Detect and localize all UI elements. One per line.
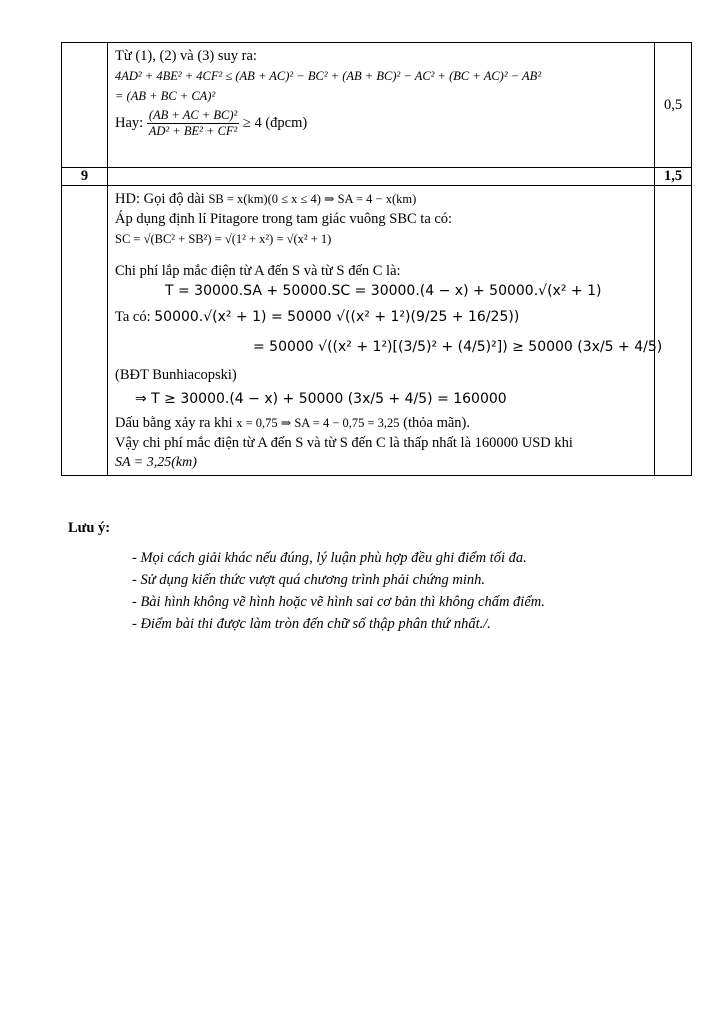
grading-table: [61, 42, 692, 476]
solution-cell-q9: [108, 186, 663, 476]
taco-label: Ta có:: [115, 309, 151, 325]
taco-line: [115, 307, 648, 327]
solution-cell-previous: [108, 43, 655, 168]
question-number: 9: [62, 168, 108, 186]
conclusion-line: [115, 108, 648, 139]
equality-suffix: (thỏa mãn).: [403, 415, 471, 431]
equality-prefix: Dấu bằng xảy ra khi: [115, 415, 233, 431]
note-title: Lưu ý:: [68, 520, 111, 536]
equality-line: [115, 413, 648, 433]
fraction-denominator: AD² + BE² + CF²: [148, 124, 238, 138]
number-cell-empty-2: [62, 186, 108, 476]
score-cell-previous: [655, 43, 692, 168]
bdt-text: (BĐT Bunhiacopski): [115, 367, 237, 383]
empty-header-cell: [108, 168, 655, 186]
hint-line: [115, 189, 648, 209]
intro-text: Từ (1), (2) và (3) suy ra:: [115, 48, 257, 64]
cost-formula: T = 30000.SA + 50000.SC = 30000.(4 − x) + 50000.√(x² + 1): [165, 283, 602, 299]
score-previous: 0,5: [663, 96, 683, 113]
pythagore-text: Áp dụng định lí Pitagore trong tam giác vuông SBC ta có:: [115, 211, 453, 227]
inequality-line-2: = (AB + BC + CA)²: [115, 89, 216, 103]
note-item: - Bài hình không vẽ hình hoặc vẽ hình sai cơ bản thì không chấm điểm.: [132, 594, 545, 610]
table-row-previous: [62, 43, 692, 168]
sc-formula: SC = √(BC² + SB²) = √(1² + x²) = √(x² + 1): [115, 232, 332, 246]
step2-formula: = 50000 √((x² + 1²)[(3/5)² + (4/5)²]) ≥ 50000 (3x/5 + 4/5): [253, 339, 663, 355]
table-row-q9-header: [62, 168, 692, 186]
hint-prefix: HD: Gọi độ dài: [115, 191, 205, 207]
final-text: Vậy chi phí mắc điện từ A đến S và từ S đến C là thấp nhất là 160000 USD khi: [115, 435, 573, 451]
note-list: [132, 547, 688, 635]
note-item: - Sử dụng kiến thức vượt quá chương trình phải chứng minh.: [132, 572, 486, 588]
final-math: SA = 3,25(km): [115, 455, 197, 470]
hay-label: Hay:: [115, 114, 144, 131]
fraction-numerator: (AB + AC + BC)²: [148, 108, 238, 122]
table-row-q9-solution: [62, 186, 692, 476]
note-section: [68, 520, 688, 635]
question-score: 1,5: [655, 168, 692, 186]
number-cell-empty: [62, 43, 108, 168]
conclusion-fraction: [147, 108, 239, 139]
conclusion-text: ≥ 4 (đpcm): [242, 114, 308, 131]
result-formula: ⇒ T ≥ 30000.(4 − x) + 50000 (3x/5 + 4/5) = 160000: [135, 391, 507, 407]
score-cell-q9-empty: [655, 186, 692, 476]
hint-math: SB = x(km)(0 ≤ x ≤ 4) ⇒ SA = 4 − x(km): [208, 192, 417, 206]
note-item: - Mọi cách giải khác nếu đúng, lý luận phù hợp đều ghi điểm tối đa.: [132, 550, 527, 566]
taco-formula: 50000.√(x² + 1) = 50000 √((x² + 1²)(9/25 + 16/25)): [154, 309, 520, 325]
equality-math: x = 0,75 ⇒ SA = 4 − 0,75 = 3,25: [236, 416, 400, 430]
note-item: - Điểm bài thi được làm tròn đến chữ số thập phân thứ nhất./.: [132, 616, 491, 632]
inequality-line-1: 4AD² + 4BE² + 4CF² ≤ (AB + AC)² − BC² + (AB + BC)² − AC² + (BC + AC)² − AB²: [115, 69, 542, 83]
cost-intro: Chi phí lắp mắc điện từ A đến S và từ S đến C là:: [115, 263, 401, 279]
